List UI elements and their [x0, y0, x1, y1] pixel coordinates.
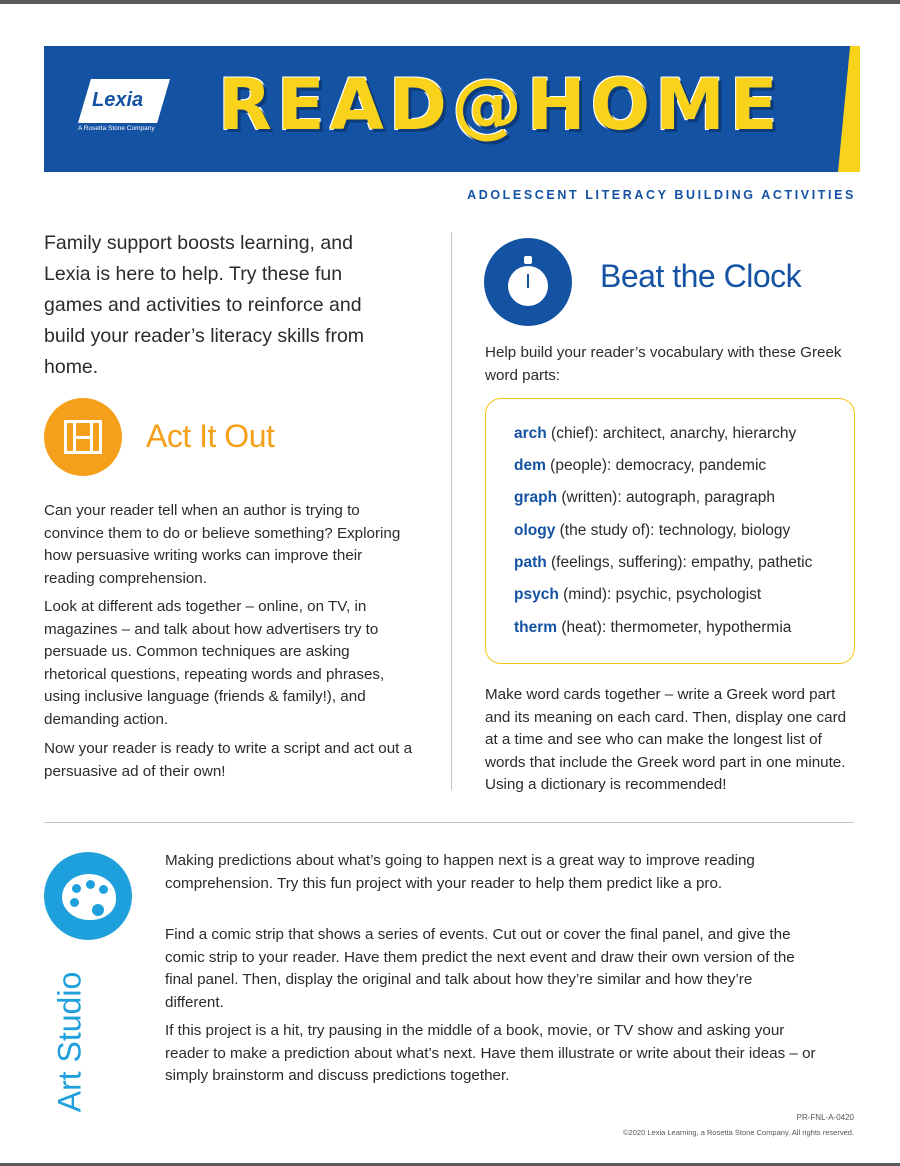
word-definition: (the study of): technology, biology [555, 522, 791, 539]
lexia-logo [78, 79, 170, 135]
film-center-bar [75, 436, 91, 439]
palette-thumb-hole [92, 904, 104, 916]
word-root: arch [514, 425, 547, 442]
act-it-out-paragraph: Can your reader tell when an author is trying to convince them to do or believe something? Exploring how persuasive writing works can improve their reading comprehension. [44, 502, 401, 587]
word-part-item [514, 619, 791, 637]
page-subtitle: ADOLESCENT LITERACY BUILDING ACTIVITIES [467, 188, 856, 202]
word-definition: (people): democracy, pandemic [545, 457, 767, 474]
word-definition: (heat): thermometer, hypothermia [557, 619, 792, 636]
word-definition: (chief): architect, anarchy, hierarchy [546, 425, 797, 442]
word-parts-box [485, 398, 855, 664]
page-title: READ@HOME [218, 64, 783, 146]
word-definition: (written): autograph, paragraph [557, 489, 776, 506]
document-code: PR-FNL-A-0420 [796, 1113, 854, 1122]
intro-text: Family support boosts learning, and Lexia is here to help. Try these fun games and activities to reinforce and build your reader’s literacy skills from home. [44, 232, 365, 378]
beat-the-clock-badge [484, 238, 572, 326]
stopwatch-button [524, 256, 532, 264]
art-studio-heading: Art Studio [51, 971, 88, 1113]
word-definition: (mind): psychic, psychologist [558, 586, 762, 603]
word-root: dem [514, 457, 546, 474]
logo-subtext: A Rosetta Stone Company [78, 125, 155, 132]
word-root: psych [514, 586, 559, 603]
word-definition: (feelings, suffering): empathy, pathetic [546, 554, 813, 571]
word-root: path [514, 554, 547, 571]
film-icon [64, 420, 102, 454]
art-studio-paragraph: Find a comic strip that shows a series of events. Cut out or cover the final panel, and give the comic strip to your reader. Have them predict the next event and draw their own version of the final panel. Then, display the original and talk about how they’re similar and how they’re different. [165, 926, 795, 1011]
logo-text: Lexia [92, 89, 144, 111]
word-part-item [514, 522, 790, 540]
word-part-item [514, 554, 812, 572]
paint-dot [72, 884, 81, 893]
act-it-out-paragraph: Now your reader is ready to write a script and act out a persuasive ad of their own! [44, 740, 413, 780]
act-it-out-heading: Act It Out [146, 418, 275, 454]
word-part-item [514, 425, 796, 443]
paint-dot [99, 885, 108, 894]
copyright-text: ©2020 Lexia Learning, a Rosetta Stone Company. All rights reserved. [623, 1128, 854, 1137]
palette-icon [62, 874, 116, 920]
word-root: graph [514, 489, 558, 506]
header-banner [44, 46, 860, 172]
section-divider [44, 822, 854, 823]
stopwatch-hand [527, 274, 529, 288]
word-part-item [514, 457, 766, 475]
word-part-item [514, 586, 761, 604]
art-studio-paragraph: Making predictions about what’s going to happen next is a great way to improve reading comprehension. Try this fun project with your reader to help them predict like a pro. [165, 852, 755, 892]
act-it-out-badge [44, 398, 122, 476]
beat-the-clock-intro: Help build your reader’s vocabulary with these Greek word parts: [485, 344, 842, 384]
paint-dot [70, 898, 79, 907]
beat-the-clock-heading: Beat the Clock [600, 258, 802, 294]
column-divider [451, 232, 452, 790]
paint-dot [86, 880, 95, 889]
top-border [0, 0, 900, 4]
beat-the-clock-outro: Make word cards together – write a Greek word part and its meaning on each card. Then, display one card at a time and see who can make the longest list of words that include the Greek word part in one minute. Using a dictionary is recommended! [485, 686, 847, 793]
act-it-out-paragraph: Look at different ads together – online, on TV, in magazines – and talk about how advertisers try to persuade us. Common techniques are asking rhetorical questions, repeating words and phrases, using inclusive language (friends & family!), and demanding action. [44, 598, 385, 728]
art-studio-paragraph: If this project is a hit, try pausing in the middle of a book, movie, or TV show and asking your reader to make a prediction about what’s next. Have them illustrate or write about their ideas – or simply brainstorm and discuss predictions together. [165, 1022, 816, 1084]
word-root: ology [514, 522, 556, 539]
word-root: therm [514, 619, 558, 636]
word-part-item [514, 489, 775, 507]
art-studio-badge [44, 852, 132, 940]
